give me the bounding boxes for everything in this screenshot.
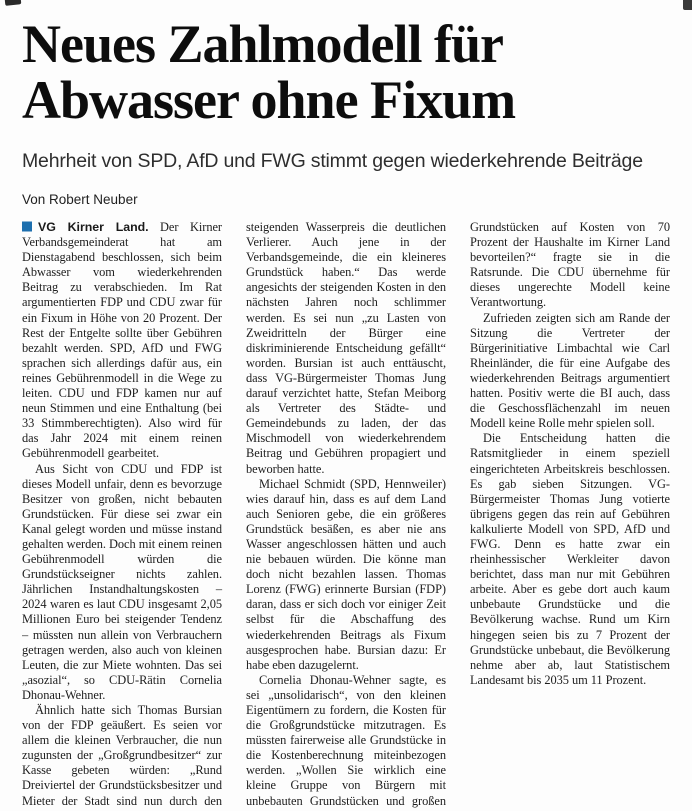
- lead-paragraph: [22, 220, 222, 462]
- body-paragraph: Michael Schmidt (SPD, Hennweiler) wies darauf hin, dass es auf dem Land auch Senioren gebe, die ein größeres Grundstück besäßen, es aber nie ans Wasser angeschlossen hätten und auch nie bebauen würden. Die könne man doch nicht bezahlen lassen. Thomas Lorenz (FWG) erinnerte Bursian (FDP) daran, dass er sich doch vor einiger Zeit selbst für die Abschaffung des wiederkehrenden Beitrags als Fixum ausgesprochen habe. Bursian dazu: Er habe eben dazugelernt.: [246, 476, 446, 672]
- scan-crop-artifact-top-right: [683, 0, 692, 10]
- body-paragraph: Ähnlich hatte sich Thomas Bursian von der FDP geäußert. Es seien vor allem die kleinen Verbraucher, die nun zugunsten der „Großgrundbesitzer“ zur Kasse gebeten würden: „Rund Dreiviertel der Grundstücksbesitzer und Mieter der Stadt sind nun durch den steigenden Wasserpreis die deutlichen Verlierer. Auch jene in der Verbandsgemeinde, die ein kleineres Grundstück haben.“ Das werde angesichts der steigenden Kosten in den nächsten Jahren noch schlimmer werden. Es sei nun „zu Lasten von Zweidritteln der Bürger eine diskriminierende Entscheidung gefällt“ worden. Bursian ist auch enttäuscht, dass VG-Bürgermeister Thomas Jung darauf verzichtet hatte, Stefan Meiborg als Vertreter des Städte- und Gemeindebunds zu laden, der das Mischmodell von wiederkehrendem Beitrag und Gebühren propagiert und beworben hatte.: [22, 220, 446, 808]
- blue-square-marker-icon: [22, 222, 32, 232]
- lead-text: Der Kirner Verbandsgemeinderat hat am Dienstagabend beschlossen, sich beim Abwasser vom wiederkehrenden Beitrag zu verabschieden. Im Rat argumentierten FDP und CDU zwar für ein Fixum in Höhe von 20 Prozent. Der Rest der Entgelte sollte über Gebühren bezahlt werden. SPD, AfD und FWG sprachen sich allerdings dafür aus, ein reines Gebührenmodell in die Wege zu leiten. CDU und FDP kamen nur auf neun Stimmen und eine Enthaltung (bei 33 Stimmberechtigten). Also wird für das Jahr 2024 mit einem reinen Gebührenmodell gearbeitet.: [22, 220, 222, 461]
- article-body-columns: [22, 220, 670, 811]
- article-byline: Von Robert Neuber: [22, 192, 138, 207]
- body-paragraph: Die Entscheidung hatten die Ratsmitglieder in einem speziell eingerichteten Arbeitskreis beschlossen. Es gab sieben Sitzungen. VG-Bürgermeister Thomas Jung votierte übrigens gegen das rein auf Gebühren kalkulierte Modell von SPD, AfD und FWG. Denn es hatte zwar ein rheinhessischer Werkleiter davon berichtet, dass man nur mit Gebühren arbeite. Aber es gebe dort auch kaum unbebaute Grundstücke und die Bevölkerung wachse. Rund um Kirn hingegen seien bis zu 7 Prozent der Grundstücke unbebaut, die Bevölkerung nehme aber ab, laut Statistischem Landesamt bis 2035 um 11 Prozent.: [470, 431, 670, 687]
- location-tag: VG Kirner Land.: [38, 220, 149, 234]
- article-subheadline: Mehrheit von SPD, AfD und FWG stimmt gegen wiederkehrende Beiträge: [22, 150, 643, 172]
- body-paragraph: Aus Sicht von CDU und FDP ist dieses Modell unfair, denn es bevorzuge Besitzer von großen, nicht bebauten Grundstücken. Für diese sei zwar ein Kanal gelegt worden und müsse instand gehalten werden. Doch mit einem reinen Gebührenmodell würden die Grundstückseigner nichts zahlen. Jährlichen Instandhaltungskosten – 2024 waren es laut CDU insgesamt 2,05 Millionen Euro bei steigender Tendenz – müssten nun allein von Verbrauchern getragen werden, also auch von kleinen Leuten, die zur Miete wohnten. Das sei „asozial“, so CDU-Rätin Cornelia Dhonau-Wehner.: [22, 461, 222, 702]
- scan-crop-artifact-top-left: [5, 0, 22, 6]
- body-paragraph: Cornelia Dhonau-Wehner sagte, es sei „unsolidarisch“, von den kleinen Eigentümern zu fordern, die Kosten für die Großgrundstücke mitzutragen. Es müssten fairerweise alle Grundstücke in die Kostenberechnung miteinbezogen werden. „Wollen Sie wirklich eine kleine Gruppe von Bürgern mit unbebauten Grundstücken und großen Grundstücken auf Kosten von 70 Prozent der Haushalte im Kirner Land bevorteilen?“ fragte sie in die Ratsrunde. Die CDU übernehme für dieses ungerechte Modell keine Verantwortung.: [246, 220, 670, 808]
- article-headline: Neues Zahlmodell für Abwasser ohne Fixum: [22, 14, 516, 130]
- body-paragraph: Zufrieden zeigten sich am Rande der Sitzung die Vertreter der Bürgerinitiative Limbachtal wie Carl Rheinländer, die für eine Aufgabe des wiederkehrenden Beitrags argumentiert hatten. Positiv werte die BI auch, dass die Geschossflächenzahl im neuen Modell keine Rolle mehr spielen soll.: [470, 310, 670, 431]
